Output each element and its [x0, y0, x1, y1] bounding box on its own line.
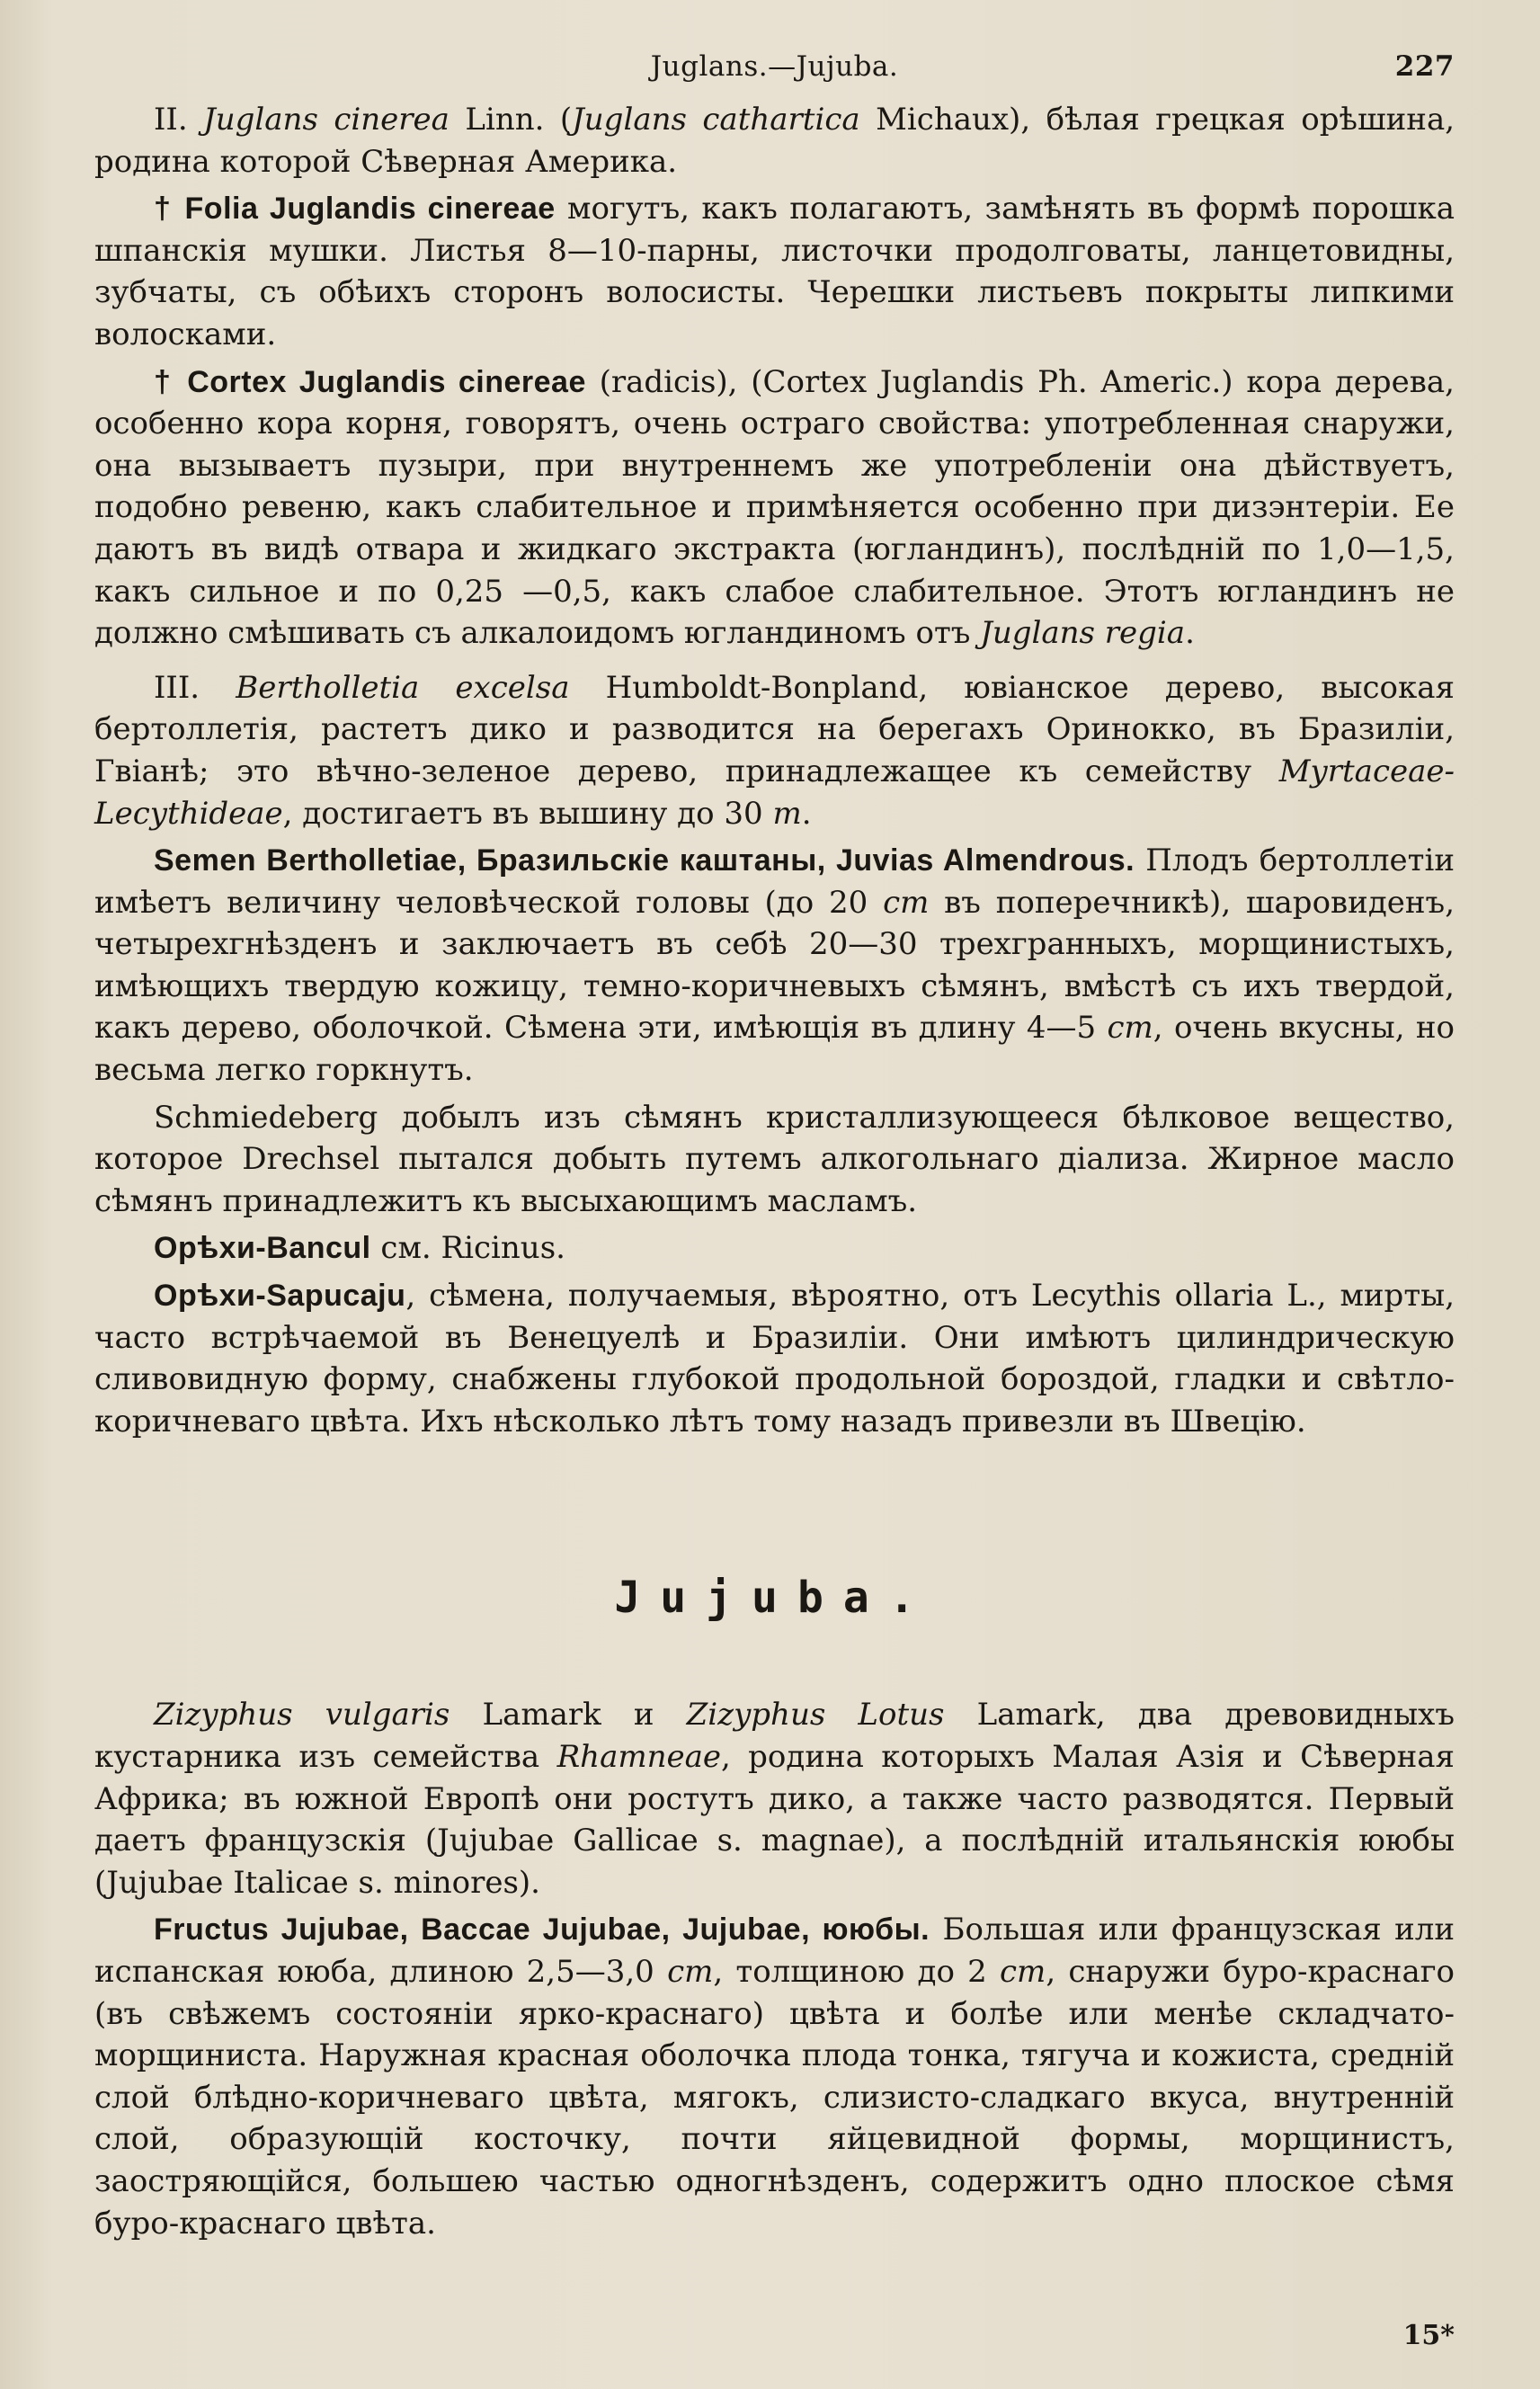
entry-heading: Semen Bertholletiae, Бразильскіе каштаны, Juvias Almendrous. [154, 843, 1135, 878]
species-name: Juglans regia [980, 615, 1186, 652]
family-name: Myrtaceae-Lecythideae [94, 753, 1455, 832]
text-run: см. Ricinus. [370, 1230, 565, 1267]
family-name: Rhamneae [556, 1739, 721, 1775]
unit: cm [1107, 1010, 1153, 1047]
paragraph-folia-juglandis [94, 188, 1455, 355]
text-run: Michaux), бѣлая грецкая орѣшина, родина которой Сѣверная Америка. [94, 102, 1455, 180]
running-title: Juglans.—Jujuba. [650, 50, 899, 83]
text-run: , родина которыхъ Малая Азія и Сѣверная Африка; въ южной Европѣ они ростутъ дико, а также часто разводятся. Первый даетъ французскія (Jujubae Gallicae s. magnae), а послѣдній итальянскія ююбы (Jujubae Italicae s. minores). [94, 1739, 1455, 1901]
unit: cm [883, 884, 930, 921]
entry-heading: Fructus Jujubae, Baccae Jujubae, Jujubae, ююбы. [154, 1912, 930, 1948]
paragraph-schmiedeberg [94, 1097, 1455, 1223]
running-head [94, 45, 1455, 99]
text-run: , толщиною до 2 [713, 1953, 1001, 1990]
paragraph-oreh-bancul [94, 1227, 1455, 1270]
text-run: . [1185, 615, 1195, 652]
text-run: въ поперечникѣ), шаровиденъ, четырехгнѣзденъ и заключаетъ въ себѣ 20—30 трехгранныхъ, морщинистыхъ, имѣющихъ твердую кожицу, темно-коричневыхъ сѣмянъ, вмѣстѣ съ ихъ твердой, какъ дерево, оболочкой. Сѣмена эти, имѣющія въ длину 4—5 [94, 884, 1455, 1047]
text-run: , сѣмена, получаемыя, вѣроятно, отъ Lecythis ollaria L., мирты, часто встрѣчаемой въ Венецуелѣ и Бразиліи. Они имѣютъ цилиндрическую сливовидную форму, снабжены глубокой продольной бороздой, гладки и свѣтло-коричневаго цвѣта. Ихъ нѣсколько лѣтъ тому назадъ привезли въ Швецію. [94, 1278, 1455, 1440]
text-run: , достигаетъ въ вышину до 30 [282, 795, 773, 832]
text-run: . [801, 795, 812, 832]
paragraph-semen-bertholletiae [94, 840, 1455, 1092]
species-name: Bertholletia excelsa [236, 669, 570, 706]
signature-mark: 15* [1402, 2320, 1455, 2351]
species-name: Zizyphus vulgaris [154, 1697, 450, 1734]
paragraph-juglans-cinerea [94, 99, 1455, 183]
unit: cm [1000, 1953, 1046, 1990]
species-name: Juglans cathartica [572, 102, 860, 138]
text-run: Lamark, два древовидныхъ кустарника изъ семейства [94, 1697, 1455, 1775]
page-number: 227 [1394, 50, 1455, 83]
paragraph-fructus-jujubae [94, 1909, 1455, 2244]
body-text [94, 99, 1455, 2244]
unit: cm [667, 1953, 714, 1990]
text-run: III. [154, 669, 236, 706]
paragraph-bertholletia [94, 667, 1455, 834]
text-run: , очень вкусны, но весьма легко горкнутъ. [94, 1010, 1455, 1089]
unit: m [772, 795, 802, 832]
entry-heading: Орѣхи-Bancul [154, 1231, 371, 1266]
entry-heading: † Folia Juglandis cinereae [154, 192, 556, 227]
text-run: Schmiedeberg добылъ изъ сѣмянъ кристаллизующееся бѣлковое вещество, которое Drechsel пытался добыть путемъ алкогольнаго діализа. Жирное масло сѣмянъ принадлежитъ къ высыхающимъ масламъ. [94, 1099, 1455, 1219]
text-run: Humboldt-Bonpland, ювіанское дерево, высокая бертоллетія, растетъ дико и разводится на берегахъ Оринокко, въ Бразиліи, Гвіанѣ; это вѣчно-зеленое дерево, принадлежащее къ семейству [94, 669, 1455, 789]
paragraph-cortex-juglandis [94, 361, 1455, 655]
text-run: могутъ, какъ полагаютъ, замѣнять въ формѣ порошка шпанскія мушки. Листья 8—10-парны, листочки продолговаты, ланцетовидны, зубчаты, съ обѣихъ сторонъ волосисты. Черешки листьевъ покрыты липкими волосками. [94, 191, 1455, 352]
text-run: (radicis), (Cortex Juglandis Ph. Americ.) кора дерева, особенно кора корня, говорятъ, очень остраго свойства: употребленная снаружи, она вызываетъ пузыри, при внутреннемъ же употребленіи она дѣйствуетъ, подобно ревеню, какъ слабительное и примѣняется особенно при дизэнтеріи. Ее даютъ въ видѣ отвара и жидкаго экстракта (югландинъ), послѣдній по 1,0—1,5, какъ сильное и по 0,25 —0,5, какъ слабое слабительное. Этотъ югландинъ не должно смѣшивать съ алкалоидомъ югландиномъ отъ [94, 363, 1455, 652]
section-title: Jujuba. [614, 1573, 935, 1624]
text-run: Плодъ бертоллетіи имѣетъ величину человѣческой головы (до 20 [94, 842, 1455, 921]
entry-heading: † Cortex Juglandis cinereae [154, 364, 586, 399]
text-run: Lamark и [450, 1697, 687, 1734]
species-name: Zizyphus Lotus [686, 1697, 945, 1734]
species-name: Juglans cinerea [203, 102, 450, 138]
paragraph-oreh-sapucaju [94, 1275, 1455, 1442]
entry-heading: Орѣхи-Sapucaju [154, 1279, 406, 1314]
text-run: Большая или французская или испанская ююба, длиною 2,5—3,0 [94, 1912, 1455, 1990]
text-run: , снаружи буро-краснаго (въ свѣжемъ состояніи ярко-краснаго) цвѣта и болѣе или менѣе складчато-морщиниста. Наружная красная оболочка плода тонка, тягуча и кожиста, средній слой блѣдно-коричневаго цвѣта, мягокъ, слизисто-сладкаго вкуса, внутренній слой, образующій косточку, почти яйцевидной формы, морщинистъ, заостряющійся, большею частью одногнѣзденъ, содержитъ одно плоское сѣмя буро-краснаго цвѣта. [94, 1953, 1455, 2242]
text-run: Linn. ( [449, 102, 573, 138]
paragraph-zizyphus [94, 1694, 1455, 1903]
text-run: II. [154, 102, 204, 138]
